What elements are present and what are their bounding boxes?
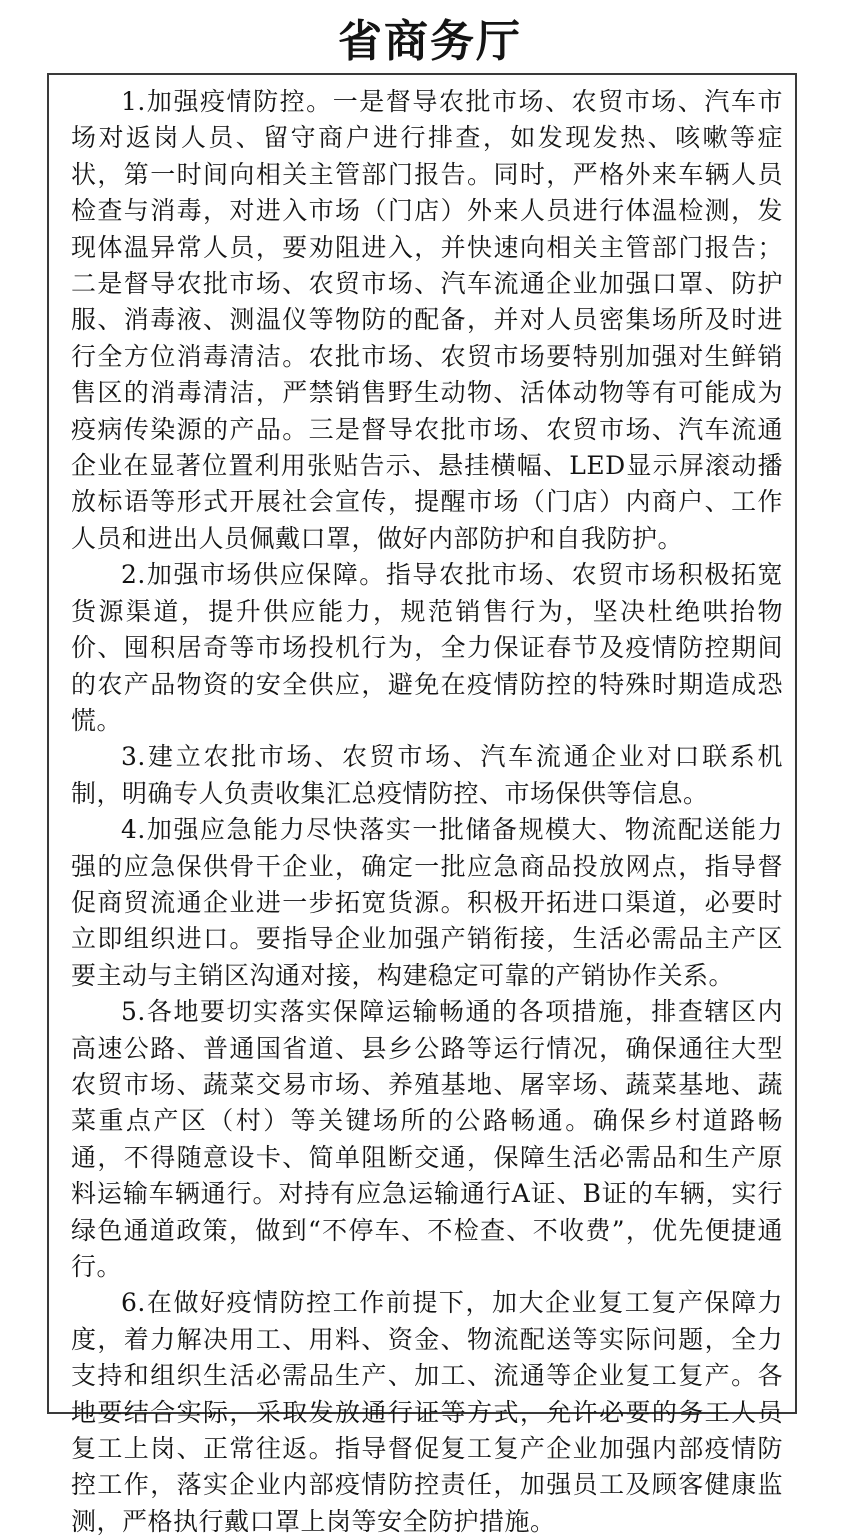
document-body — [71, 84, 783, 1540]
paragraph-6-resumption: 6.在做好疫情防控工作前提下，加大企业复工复产保障力度，着力解决用工、用料、资金、物流配送等实际问题，全力支持和组织生活必需品生产、加工、流通等企业复工复产。各地要结合实际，采取发放通行证等方式，允许必要的务工人员复工上岗、正常往返。指导督促复工复产企业加强内部疫情防控工作，落实企业内部疫情防控责任，加强员工及顾客健康监测，严格执行戴口罩上岗等安全防护措施。 — [71, 1288, 783, 1536]
paragraph-1-epidemic-control: 1.加强疫情防控。一是督导农批市场、农贸市场、汽车市场对返岗人员、留守商户进行排查，如发现发热、咳嗽等症状，第一时间向相关主管部门报告。同时，严格外来车辆人员检查与消毒，对进入市场（门店）外来人员进行体温检测，发现体温异常人员，要劝阻进入，并快速向相关主管部门报告；二是督导农批市场、农贸市场、汽车流通企业加强口罩、防护服、消毒液、测温仪等物防的配备，并对人员密集场所及时进行全方位消毒清洁。农批市场、农贸市场要特别加强对生鲜销售区的消毒清洁，严禁销售野生动物、活体动物等有可能成为疫病传染源的产品。三是督导农批市场、农贸市场、汽车流通企业在显著位置利用张贴告示、悬挂横幅、LED显示屏滚动播放标语等形式开展社会宣传，提醒市场（门店）内商户、工作人员和进出人员佩戴口罩，做好内部防护和自我防护。 — [71, 87, 783, 553]
paragraph-3-liaison-mechanism: 3.建立农批市场、农贸市场、汽车流通企业对口联系机制，明确专人负责收集汇总疫情防控、市场保供等信息。 — [71, 742, 783, 808]
paragraph-2-market-supply: 2.加强市场供应保障。指导农批市场、农贸市场积极拓宽货源渠道，提升供应能力，规范销售行为，坚决杜绝哄抬物价、囤积居奇等市场投机行为，全力保证春节及疫情防控期间的农产品物资的安全供应，避免在疫情防控的特殊时期造成恐慌。 — [71, 560, 783, 735]
paragraph-5-transport-access: 5.各地要切实落实保障运输畅通的各项措施，排查辖区内高速公路、普通国省道、县乡公路等运行情况，确保通往大型农贸市场、蔬菜交易市场、养殖基地、屠宰场、蔬菜基地、蔬菜重点产区（村）等关键场所的公路畅通。确保乡村道路畅通，不得随意设卡、简单阻断交通，保障生活必需品和生产原料运输车辆通行。对持有应急运输通行A证、B证的车辆，实行绿色通道政策，做到“不停车、不检查、不收费”，优先便捷通行。 — [71, 997, 783, 1281]
paragraph-4-emergency-capacity: 4.加强应急能力尽快落实一批储备规模大、物流配送能力强的应急保供骨干企业，确定一批应急商品投放网点，指导督促商贸流通企业进一步拓宽货源。积极开拓进口渠道，必要时立即组织进口。要指导企业加强产销衔接，生活必需品主产区要主动与主销区沟通对接，构建稳定可靠的产销协作关系。 — [71, 815, 783, 990]
page-title: 省商务厅 — [338, 16, 522, 67]
